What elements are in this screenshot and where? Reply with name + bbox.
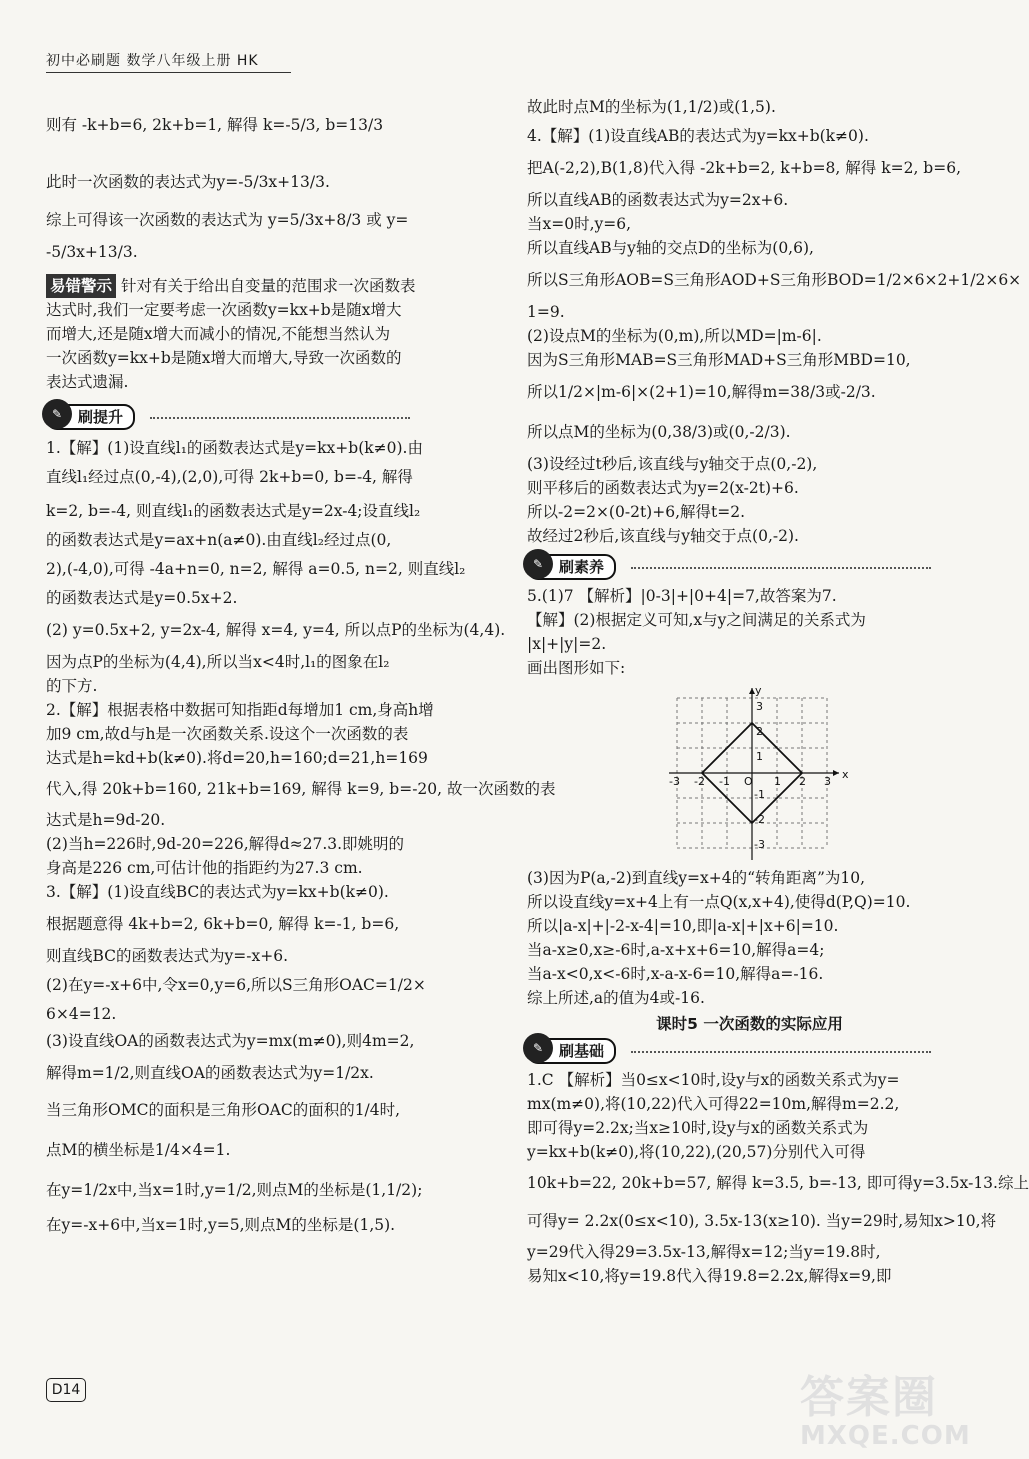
text-line: 1.C 【解析】当0≤x<10时,设y与x的函数关系式为y= xyxy=(527,1071,900,1089)
abs-diamond-graph xyxy=(667,684,847,864)
dotted-divider xyxy=(631,567,931,569)
header-divider xyxy=(46,72,291,73)
page-number: D14 xyxy=(46,1378,86,1402)
text-line: 易知x<10,将y=19.8代入得19.8=2.2x,解得x=9,即 xyxy=(527,1267,892,1285)
section-badge-row xyxy=(46,404,491,430)
text-line: 可得y= 2.2x(0≤x<10), 3.5x-13(x≥10). 当y=29时,易知x>10,将 xyxy=(527,1212,997,1230)
text-line: (2) y=0.5x+2, y=2x-4, 解得 x=4, y=4, 所以点P的坐标为(4,4). xyxy=(46,621,506,639)
right-column xyxy=(527,90,1029,1288)
text-line: 因为S三角形MAB=S三角形MAD+S三角形MBD=10, xyxy=(527,351,911,369)
text-line: 当三角形OMC的面积是三角形OAC的面积的1/4时, xyxy=(46,1101,401,1119)
text-line: 所以S三角形AOB=S三角形AOD+S三角形BOD=1/2×6×2+1/2×6× xyxy=(527,271,1022,289)
text-line: 当a-x<0,x<-6时,x-a-x-6=10,解得a=-16. xyxy=(527,965,824,983)
text-line: 的函数表达式是y=0.5x+2. xyxy=(46,589,238,607)
section-title: 课时5 一次函数的实际应用 xyxy=(656,1015,843,1033)
tick-label: -2 xyxy=(694,775,705,788)
text-line: 所以设直线y=x+4上有一点Q(x,x+4),使得d(P,Q)=10. xyxy=(527,893,911,911)
text-line: 点M的横坐标是1/4×4=1. xyxy=(46,1141,231,1159)
tick-label: 2 xyxy=(799,775,806,788)
text-line: 1.【解】(1)设直线l₁的函数表达式是y=kx+b(k≠0).由 xyxy=(46,439,423,457)
text-line: 所以|a-x|+|-2-x-4|=10,即|a-x|+|x+6|=10. xyxy=(527,917,839,935)
text-line: (3)因为P(a,-2)到直线y=x+4的“转角距离”为10, xyxy=(527,869,866,887)
warning-badge: 易错警示 xyxy=(46,274,116,298)
badge-jichu: ✎ 刷基础 xyxy=(527,1038,616,1064)
text-line: 代入,得 20k+b=160, 21k+b=169, 解得 k=9, b=-20, 故一次函数的表 xyxy=(46,780,556,798)
dotted-divider xyxy=(631,1051,931,1053)
pencil-icon: ✎ xyxy=(523,1033,553,1063)
pencil-icon: ✎ xyxy=(523,549,553,579)
text-line: 当x=0时,y=6, xyxy=(527,215,632,233)
tick-label: 2 xyxy=(756,725,763,738)
text-line: 10k+b=22, 20k+b=57, 解得 k=3.5, b=-13, 即可得y=3.5x-13.综上 xyxy=(527,1174,1029,1192)
text-line: (2)设点M的坐标为(0,m),所以MD=|m-6|. xyxy=(527,327,822,345)
text-line: 综上可得该一次函数的表达式为 y=5/3x+8/3 或 y= xyxy=(46,211,409,229)
tick-label: -1 xyxy=(754,788,765,801)
text-line: 在y=1/2x中,当x=1时,y=1/2,则点M的坐标是(1,1/2); xyxy=(46,1181,423,1199)
tick-label: -3 xyxy=(669,775,680,788)
text-line: 当a-x≥0,x≥-6时,a-x+x+6=10,解得a=4; xyxy=(527,941,825,959)
text-line: y=29代入得29=3.5x-13,解得x=12;当y=19.8时, xyxy=(527,1243,881,1261)
tick-label: 1 xyxy=(756,750,763,763)
text-line: k=2, b=-4, 则直线l₁的函数表达式是y=2x-4;设直线l₂ xyxy=(46,502,421,520)
text-line: 所以点M的坐标为(0,38/3)或(0,-2/3). xyxy=(527,423,791,441)
badge-tishen: ✎ 刷提升 xyxy=(46,404,135,430)
text-line: y=kx+b(k≠0),将(10,22),(20,57)分别代入可得 xyxy=(527,1143,866,1161)
graph-container xyxy=(527,680,972,866)
text-line: 达式时,我们一定要考虑一次函数y=kx+b是随x增大 xyxy=(46,301,402,319)
tick-label: O xyxy=(744,775,753,788)
x-axis-label: x xyxy=(842,768,849,781)
text-line: 故此时点M的坐标为(1,1/2)或(1,5). xyxy=(527,98,776,116)
text-line: 把A(-2,2),B(1,8)代入得 -2k+b=2, k+b=8, 解得 k=2, b=6, xyxy=(527,159,961,177)
text-line: 此时一次函数的表达式为y=-5/3x+13/3. xyxy=(46,173,330,191)
text-line: 6×4=12. xyxy=(46,1005,117,1023)
text-line: 所以直线AB的函数表达式为y=2x+6. xyxy=(527,191,789,209)
text-line: 在y=-x+6中,当x=1时,y=5,则点M的坐标是(1,5). xyxy=(46,1216,396,1234)
warning-line: 易错警示 针对有关于给出自变量的范围求一次函数表 xyxy=(46,274,491,298)
watermark: 答案圈 MXQE.COM xyxy=(800,1372,971,1451)
text-line: 即可得y=2.2x;当x≥10时,设y与x的函数关系式为 xyxy=(527,1119,869,1137)
text-line: 解得m=1/2,则直线OA的函数表达式为y=1/2x. xyxy=(46,1064,374,1082)
text-line: 加9 cm,故d与h是一次函数关系.设这个一次函数的表 xyxy=(46,725,409,743)
badge-suyang: ✎ 刷素养 xyxy=(527,554,616,580)
text-line: |x|+|y|=2. xyxy=(527,635,607,653)
text-line: 故经过2秒后,该直线与y轴交于点(0,-2). xyxy=(527,527,799,545)
text-line: 身高是226 cm,可估计他的指距约为27.3 cm. xyxy=(46,859,363,877)
text-line: mx(m≠0),将(10,22)代入可得22=10m,解得m=2.2, xyxy=(527,1095,900,1113)
text-line: (2)在y=-x+6中,令x=0,y=6,所以S三角形OAC=1/2× xyxy=(46,976,426,994)
tick-label: -2 xyxy=(754,813,765,826)
text-line: (2)当h=226时,9d-20=226,解得d≈27.3.即姚明的 xyxy=(46,835,405,853)
text-line: 表达式遗漏. xyxy=(46,373,129,391)
tick-label: 3 xyxy=(756,700,763,713)
text-line: 而增大,还是随x增大而减小的情况,不能想当然认为 xyxy=(46,325,391,343)
text-line: 则有 -k+b=6, 2k+b=1, 解得 k=-5/3, b=13/3 xyxy=(46,116,384,134)
y-axis-label: y xyxy=(755,684,762,697)
text-line: 所以-2=2×(0-2t)+6,解得t=2. xyxy=(527,503,745,521)
text-line: 的函数表达式是y=ax+n(a≠0).由直线l₂经过点(0, xyxy=(46,531,392,549)
text-line: 根据题意得 4k+b=2, 6k+b=0, 解得 k=-1, b=6, xyxy=(46,915,400,933)
page-header: 初中必刷题 数学八年级上册 HK xyxy=(46,53,259,69)
text-line: 直线l₁经过点(0,-4),(2,0),可得 2k+b=0, b=-4, 解得 xyxy=(46,468,413,486)
section-badge-row xyxy=(527,1038,972,1064)
text-line: 所以1/2×|m-6|×(2+1)=10,解得m=38/3或-2/3. xyxy=(527,383,876,401)
dotted-divider xyxy=(150,417,410,419)
text-line: 画出图形如下: xyxy=(527,659,626,677)
text-line: 2),(-4,0),可得 -4a+n=0, n=2, 解得 a=0.5, n=2, 则直线l₂ xyxy=(46,560,466,578)
text-line: 的下方. xyxy=(46,677,98,695)
text-line: 综上所述,a的值为4或-16. xyxy=(527,989,705,1007)
text-line: 1=9. xyxy=(527,303,565,321)
text-line: 【解】(2)根据定义可知,x与y之间满足的关系式为 xyxy=(527,611,866,629)
text-line: 一次函数y=kx+b是随x增大而增大,导致一次函数的 xyxy=(46,349,402,367)
text-line: 所以直线AB与y轴的交点D的坐标为(0,6), xyxy=(527,239,814,257)
tick-label: 3 xyxy=(824,775,831,788)
text-line: 则直线BC的函数表达式为y=-x+6. xyxy=(46,947,289,965)
tick-label: 1 xyxy=(774,775,781,788)
text-line: 达式是h=kd+b(k≠0).将d=20,h=160;d=21,h=169 xyxy=(46,749,428,767)
section-badge-row xyxy=(527,554,972,580)
text-line: 因为点P的坐标为(4,4),所以当x<4时,l₁的图象在l₂ xyxy=(46,653,390,671)
text-line: (3)设直线OA的函数表达式为y=mx(m≠0),则4m=2, xyxy=(46,1032,415,1050)
tick-label: -3 xyxy=(754,838,765,851)
text-line: 则平移后的函数表达式为y=2(x-2t)+6. xyxy=(527,479,799,497)
text-line: 4.【解】(1)设直线AB的表达式为y=kx+b(k≠0). xyxy=(527,127,869,145)
pencil-icon: ✎ xyxy=(42,399,72,429)
text-line: 3.【解】(1)设直线BC的表达式为y=kx+b(k≠0). xyxy=(46,883,389,901)
text-line: -5/3x+13/3. xyxy=(46,243,138,261)
tick-label: -1 xyxy=(719,775,730,788)
x-axis-arrow xyxy=(833,770,839,776)
text-line: (3)设经过t秒后,该直线与y轴交于点(0,-2), xyxy=(527,455,818,473)
text-line: 5.(1)7 【解析】|0-3|+|0+4|=7,故答案为7. xyxy=(527,587,837,605)
text-line: 达式是h=9d-20. xyxy=(46,811,166,829)
text-line: 2.【解】根据表格中数据可知指距d每增加1 cm,身高h增 xyxy=(46,701,434,719)
